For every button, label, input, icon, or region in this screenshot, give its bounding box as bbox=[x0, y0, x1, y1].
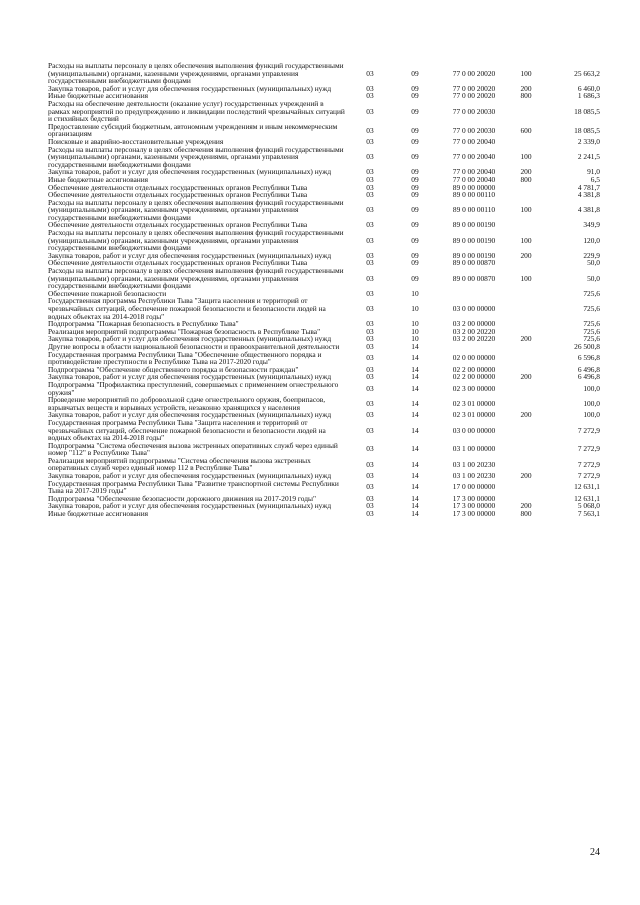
row-section: 03 bbox=[366, 182, 374, 192]
row-expense-type bbox=[512, 381, 540, 396]
row-expense-type: 800 bbox=[520, 91, 532, 101]
row-section: 03 bbox=[366, 341, 374, 351]
row-section: 03 bbox=[366, 167, 374, 177]
budget-table bbox=[48, 62, 600, 518]
row-target-article: 03 2 00 20220 bbox=[452, 334, 496, 344]
row-section: 03 bbox=[366, 372, 374, 382]
row-amount: 12 631,1 bbox=[574, 493, 600, 503]
row-section: 03 bbox=[366, 235, 374, 245]
row-amount: 50,0 bbox=[587, 258, 600, 268]
row-amount: 1 686,3 bbox=[577, 91, 600, 101]
row-expense-type: 200 bbox=[520, 471, 532, 481]
row-subsection: 14 bbox=[411, 493, 419, 503]
row-target-article: 02 3 01 00000 bbox=[452, 410, 496, 420]
row-subsection: 09 bbox=[411, 273, 419, 283]
row-section: 03 bbox=[366, 326, 374, 336]
row-target-article: 77 0 00 20030 bbox=[452, 106, 496, 116]
table-row bbox=[48, 510, 600, 518]
row-section: 03 bbox=[366, 383, 374, 393]
row-target-article: 02 2 00 00000 bbox=[452, 372, 496, 382]
row-name: Реализация мероприятий подпрограммы "Система обеспечения вызова экстренных оперативных служб через единый номер 112 в Республике Тыва" bbox=[48, 455, 311, 473]
row-subsection: 14 bbox=[411, 398, 419, 408]
row-section: 03 bbox=[366, 334, 374, 344]
row-section: 03 bbox=[366, 68, 374, 78]
row-expense-type: 800 bbox=[520, 509, 532, 519]
row-target-article: 02 0 00 00000 bbox=[452, 353, 496, 363]
table-row bbox=[48, 419, 600, 442]
row-section: 03 bbox=[366, 174, 374, 184]
row-subsection: 09 bbox=[411, 174, 419, 184]
table-row bbox=[48, 351, 600, 366]
row-section: 03 bbox=[366, 304, 374, 313]
table-row bbox=[48, 480, 600, 495]
row-target-article: 89 0 00 00110 bbox=[452, 190, 496, 200]
row-amount: 18 085,5 bbox=[574, 125, 600, 135]
row-name: Обеспечение деятельности отдельных государственных органов Республики Тыва bbox=[48, 258, 308, 268]
row-target-article bbox=[436, 343, 512, 351]
row-expense-type: 800 bbox=[520, 174, 532, 184]
row-target-article: 03 0 00 00000 bbox=[452, 304, 496, 313]
row-section: 03 bbox=[366, 482, 374, 492]
row-expense-type bbox=[512, 320, 540, 328]
budget-table-body bbox=[48, 62, 600, 518]
row-subsection: 14 bbox=[411, 471, 419, 481]
row-amount: 725,6 bbox=[583, 304, 600, 313]
row-amount: 50,0 bbox=[587, 273, 600, 283]
row-subsection: 09 bbox=[411, 182, 419, 192]
table-row bbox=[48, 123, 600, 138]
row-amount: 120,0 bbox=[583, 235, 600, 245]
row-name: Закупка товаров, работ и услуг для обеспечения государственных (муниципальных) нужд bbox=[48, 250, 332, 260]
row-expense-type bbox=[512, 184, 540, 192]
row-expense-type: 200 bbox=[520, 250, 532, 260]
row-target-article: 03 1 00 20230 bbox=[452, 471, 496, 481]
row-subsection: 14 bbox=[411, 444, 419, 454]
row-target-article: 03 1 00 00000 bbox=[452, 444, 496, 454]
row-target-article: 89 0 00 00190 bbox=[452, 250, 496, 260]
row-name: Закупка товаров, работ и услуг для обеспечения государственных (муниципальных) нужд bbox=[48, 334, 332, 344]
row-name: Подпрограмма "Профилактика преступлений, совершаемых с применением огнестрельного оружия" bbox=[48, 379, 339, 397]
row-target-article: 77 0 00 20040 bbox=[452, 152, 496, 162]
row-section: 03 bbox=[366, 220, 374, 230]
row-subsection: 10 bbox=[411, 304, 419, 313]
row-expense-type bbox=[512, 396, 540, 411]
row-name: Иные бюджетные ассигнования bbox=[48, 91, 149, 101]
row-subsection: 14 bbox=[411, 459, 419, 469]
row-subsection: 09 bbox=[411, 250, 419, 260]
row-expense-type bbox=[512, 138, 540, 146]
row-name: Обеспечение пожарной безопасности bbox=[48, 288, 167, 298]
row-name: Закупка товаров, работ и услуг для обеспечения государственных (муниципальных) нужд bbox=[48, 83, 332, 93]
row-subsection: 14 bbox=[411, 341, 419, 351]
row-target-article: 77 0 00 20040 bbox=[452, 167, 496, 177]
row-expense-type: 100 bbox=[520, 205, 532, 215]
row-section: 03 bbox=[366, 91, 374, 101]
row-amount: 26 500,8 bbox=[574, 341, 600, 351]
row-section: 03 bbox=[366, 258, 374, 268]
row-name: Обеспечение деятельности отдельных государственных органов Республики Тыва bbox=[48, 190, 308, 200]
page-number: 24 bbox=[590, 847, 600, 858]
row-expense-type: 100 bbox=[520, 68, 532, 78]
row-name: Государственная программа Республики Тыва "Развитие транспортной системы Республики Тыва на 2017-2019 годы" bbox=[48, 478, 339, 496]
row-subsection: 09 bbox=[411, 68, 419, 78]
row-amount: 12 631,1 bbox=[574, 482, 600, 492]
row-name: Расходы на выплаты персоналу в целях обеспечения выполнения функций государственными (муниципальными) органами, казенными учреждениями, органами управления государственными внебюджетными фондами bbox=[48, 61, 344, 86]
row-subsection: 14 bbox=[411, 410, 419, 420]
row-name: Подпрограмма "Система обеспечения вызова экстренных оперативных служб через единый номер "112" в Республике Тыва" bbox=[48, 440, 338, 458]
row-name: Государственная программа Республики Тыва "Защита населения и территорий от чрезвычайных ситуаций, обеспечение пожарной безопасности и безопасности людей на водных объектах на 2014-2018 годы" bbox=[48, 296, 326, 321]
row-target-article: 03 2 00 00000 bbox=[452, 319, 496, 329]
row-amount: 4 381,8 bbox=[577, 205, 600, 215]
row-expense-type: 200 bbox=[520, 334, 532, 344]
row-amount: 4 781,7 bbox=[577, 182, 600, 192]
row-subsection: 09 bbox=[411, 125, 419, 135]
row-target-article: 02 3 00 00000 bbox=[452, 383, 496, 393]
row-section: 03 bbox=[366, 190, 374, 200]
row-subsection: 09 bbox=[411, 190, 419, 200]
row-amount: 725,6 bbox=[583, 288, 600, 298]
row-name: Иные бюджетные ассигнования bbox=[48, 509, 149, 519]
row-expense-type bbox=[512, 191, 540, 199]
row-amount: 7 272,9 bbox=[577, 425, 600, 435]
row-target-article: 77 0 00 20020 bbox=[452, 68, 496, 78]
row-target-article: 89 0 00 00190 bbox=[452, 235, 496, 245]
table-row bbox=[48, 297, 600, 320]
row-name: Иные бюджетные ассигнования bbox=[48, 174, 149, 184]
row-subsection: 09 bbox=[411, 83, 419, 93]
row-section: 03 bbox=[366, 353, 374, 363]
row-section: 03 bbox=[366, 410, 374, 420]
table-row bbox=[48, 146, 600, 169]
table-row bbox=[48, 457, 600, 472]
row-section: 03 bbox=[366, 398, 374, 408]
row-name: Государственная программа Республики Тыва "Обеспечение общественного порядка и противодействие преступности в Республике Тыва на 2017-2020 годы" bbox=[48, 349, 322, 367]
row-expense-type bbox=[512, 480, 540, 495]
row-amount: 5 068,0 bbox=[577, 501, 600, 511]
row-subsection: 10 bbox=[411, 319, 419, 329]
row-target-article: 17 3 00 00000 bbox=[452, 501, 496, 511]
row-subsection: 14 bbox=[411, 501, 419, 511]
table-row bbox=[48, 267, 600, 290]
row-name: Государственная программа Республики Тыва "Защита населения и территорий от чрезвычайных ситуаций, обеспечение пожарной безопасности и безопасности людей на водных объектах на 2014-2018 годы" bbox=[48, 417, 326, 443]
row-target-article: 89 0 00 00870 bbox=[452, 273, 496, 283]
row-amount: 2 241,5 bbox=[577, 152, 600, 162]
row-name: Расходы на выплаты персоналу в целях обеспечения выполнения функций государственными (муниципальными) органами, казенными учреждениями, органами управления государственными внебюджетными фондами bbox=[48, 197, 344, 222]
row-amount: 4 381,8 bbox=[577, 190, 600, 200]
table-row bbox=[48, 100, 600, 123]
row-section: 03 bbox=[366, 136, 374, 146]
row-subsection: 10 bbox=[411, 334, 419, 344]
row-expense-type: 100 bbox=[520, 273, 532, 283]
row-target-article: 77 0 00 20020 bbox=[452, 91, 496, 101]
row-amount: 6 596,8 bbox=[577, 353, 600, 363]
row-target-article: 77 0 00 20040 bbox=[452, 174, 496, 184]
row-subsection: 09 bbox=[411, 258, 419, 268]
row-name: Подпрограмма "Пожарная безопасность в Республике Тыва" bbox=[48, 319, 239, 329]
row-expense-type: 200 bbox=[520, 167, 532, 177]
row-target-article: 77 0 00 20040 bbox=[452, 136, 496, 146]
row-amount: 6 496,8 bbox=[577, 372, 600, 382]
row-subsection: 14 bbox=[411, 372, 419, 382]
row-section: 03 bbox=[366, 501, 374, 511]
row-expense-type: 200 bbox=[520, 83, 532, 93]
row-target-article: 02 2 00 00000 bbox=[452, 364, 496, 374]
row-expense-type bbox=[512, 221, 540, 229]
row-expense-type: 600 bbox=[520, 125, 532, 135]
row-expense-type bbox=[512, 100, 540, 123]
row-name: Другие вопросы в области национальной безопасности и правоохранительной деятельности bbox=[48, 341, 340, 351]
row-expense-type bbox=[512, 343, 540, 351]
row-section: 03 bbox=[366, 319, 374, 329]
row-name: Расходы на выплаты персоналу в целях обеспечения выполнения функций государственными (муниципальными) органами, казенными учреждениями, органами управления государственными внебюджетными фондами bbox=[48, 228, 344, 253]
row-target-article: 89 0 00 00190 bbox=[452, 220, 496, 230]
row-target-article: 03 0 00 00000 bbox=[452, 425, 496, 435]
row-expense-type bbox=[512, 442, 540, 457]
row-subsection: 09 bbox=[411, 205, 419, 215]
row-name: Поисковые и аварийно-восстановительные учреждения bbox=[48, 136, 224, 146]
row-subsection: 09 bbox=[411, 136, 419, 146]
row-name: Закупка товаров, работ и услуг для обеспечения государственных (муниципальных) нужд bbox=[48, 410, 332, 420]
row-target-article: 03 1 00 20230 bbox=[452, 459, 496, 469]
row-section: 03 bbox=[366, 459, 374, 469]
row-name: Закупка товаров, работ и услуг для обеспечения государственных (муниципальных) нужд bbox=[48, 372, 332, 382]
row-name: Обеспечение деятельности отдельных государственных органов Республики Тыва bbox=[48, 220, 308, 230]
row-subsection: 14 bbox=[411, 383, 419, 393]
row-name: Обеспечение деятельности отдельных государственных органов Республики Тыва bbox=[48, 182, 308, 192]
table-row bbox=[48, 199, 600, 222]
row-amount: 229,9 bbox=[583, 250, 600, 260]
row-section: 03 bbox=[366, 509, 374, 519]
row-subsection: 14 bbox=[411, 509, 419, 519]
row-subsection: 09 bbox=[411, 235, 419, 245]
row-target-article: 77 0 00 20030 bbox=[452, 125, 496, 135]
row-expense-type: 200 bbox=[520, 410, 532, 420]
row-amount: 91,0 bbox=[587, 167, 600, 177]
table-row bbox=[48, 381, 600, 396]
row-amount: 6 496,8 bbox=[577, 364, 600, 374]
row-amount: 100,0 bbox=[583, 410, 600, 420]
row-name: Подпрограмма "Обеспечение безопасности дорожного движения на 2017-2019 годы" bbox=[48, 493, 316, 503]
row-expense-type bbox=[512, 259, 540, 267]
row-subsection: 09 bbox=[411, 91, 419, 101]
row-amount: 100,0 bbox=[583, 383, 600, 393]
row-section: 03 bbox=[366, 205, 374, 215]
row-expense-type: 100 bbox=[520, 152, 532, 162]
row-amount: 6,5 bbox=[590, 174, 600, 184]
table-row bbox=[48, 396, 600, 411]
row-section: 03 bbox=[366, 425, 374, 435]
row-amount: 7 563,1 bbox=[577, 509, 600, 519]
row-target-article: 89 0 00 00870 bbox=[452, 258, 496, 268]
row-section: 03 bbox=[366, 471, 374, 481]
row-amount: 6 460,0 bbox=[577, 83, 600, 93]
row-subsection: 14 bbox=[411, 364, 419, 374]
row-name: Реализация мероприятий подпрограммы "Пожарная безопасность в Республике Тыва" bbox=[48, 326, 321, 336]
row-subsection: 10 bbox=[411, 326, 419, 336]
row-section: 03 bbox=[366, 493, 374, 503]
row-subsection: 09 bbox=[411, 152, 419, 162]
row-section: 03 bbox=[366, 273, 374, 283]
row-amount: 725,6 bbox=[583, 334, 600, 344]
row-section: 03 bbox=[366, 83, 374, 93]
row-amount: 7 272,9 bbox=[577, 471, 600, 481]
table-row bbox=[48, 442, 600, 457]
row-name: Предоставление субсидий бюджетным, автономным учреждениям и иным некоммерческим организациям bbox=[48, 121, 338, 139]
row-name: Подпрограмма "Обеспечение общественного порядка и безопасности граждан" bbox=[48, 364, 299, 374]
row-target-article: 89 0 00 00000 bbox=[452, 182, 496, 192]
row-name: Расходы на выплаты персоналу в целях обеспечения выполнения функций государственными (муниципальными) органами, казенными учреждениями, органами управления государственными внебюджетными фондами bbox=[48, 266, 344, 291]
row-subsection: 14 bbox=[411, 353, 419, 363]
row-target-article: 89 0 00 00110 bbox=[452, 205, 496, 215]
row-amount: 18 085,5 bbox=[574, 106, 600, 116]
table-row bbox=[48, 62, 600, 85]
row-target-article: 17 0 00 00000 bbox=[452, 482, 496, 492]
row-name: Расходы на обеспечение деятельности (оказание услуг) государственных учреждений в рамках мероприятий по предупреждению и ликвидации последствий чрезвычайных ситуаций и стихийных бедствий bbox=[48, 98, 345, 124]
row-target-article: 17 3 00 00000 bbox=[452, 509, 496, 519]
row-expense-type bbox=[512, 419, 540, 442]
row-expense-type bbox=[512, 351, 540, 366]
row-section: 03 bbox=[366, 125, 374, 135]
row-target-article: 77 0 00 20020 bbox=[452, 83, 496, 93]
row-amount: 725,6 bbox=[583, 319, 600, 329]
row-section: 03 bbox=[366, 106, 374, 116]
row-target-article bbox=[436, 290, 512, 298]
row-section: 03 bbox=[366, 250, 374, 260]
row-section: 03 bbox=[366, 152, 374, 162]
row-name: Закупка товаров, работ и услуг для обеспечения государственных (муниципальных) нужд bbox=[48, 167, 332, 177]
row-amount: 349,9 bbox=[583, 220, 600, 230]
row-name: Закупка товаров, работ и услуг для обеспечения государственных (муниципальных) нужд bbox=[48, 471, 332, 481]
row-amount: 100,0 bbox=[583, 398, 600, 408]
row-amount: 25 663,2 bbox=[574, 68, 600, 78]
row-section: 03 bbox=[366, 288, 374, 298]
row-section: 03 bbox=[366, 364, 374, 374]
row-expense-type: 200 bbox=[520, 372, 532, 382]
row-expense-type bbox=[512, 290, 540, 298]
row-expense-type bbox=[512, 457, 540, 472]
row-subsection: 09 bbox=[411, 220, 419, 230]
row-expense-type: 100 bbox=[520, 235, 532, 245]
row-subsection: 14 bbox=[411, 425, 419, 435]
row-section: 03 bbox=[366, 444, 374, 454]
row-name: Проведение мероприятий по добровольной сдаче огнестрельного оружия, боеприпасов, взрывчатых веществ и взрывных устройств, незаконно хранящихся у населения bbox=[48, 395, 326, 412]
row-target-article: 03 2 00 20220 bbox=[452, 326, 496, 336]
row-expense-type: 200 bbox=[520, 501, 532, 511]
row-expense-type bbox=[512, 297, 540, 320]
table-row bbox=[48, 229, 600, 252]
row-target-article: 17 3 00 00000 bbox=[452, 493, 496, 503]
row-subsection: 09 bbox=[411, 167, 419, 177]
row-subsection: 14 bbox=[411, 482, 419, 492]
row-name: Расходы на выплаты персоналу в целях обеспечения выполнения функций государственными (муниципальными) органами, казенными учреждениями, органами управления государственными внебюджетными фондами bbox=[48, 144, 344, 169]
row-name: Закупка товаров, работ и услуг для обеспечения государственных (муниципальных) нужд bbox=[48, 501, 332, 511]
row-subsection: 10 bbox=[411, 288, 419, 298]
row-amount: 7 272,9 bbox=[577, 444, 600, 454]
row-amount: 2 339,0 bbox=[577, 136, 600, 146]
row-amount: 7 272,9 bbox=[577, 459, 600, 469]
row-subsection: 09 bbox=[411, 106, 419, 116]
row-amount: 725,6 bbox=[583, 326, 600, 336]
row-target-article: 02 3 01 00000 bbox=[452, 398, 496, 408]
